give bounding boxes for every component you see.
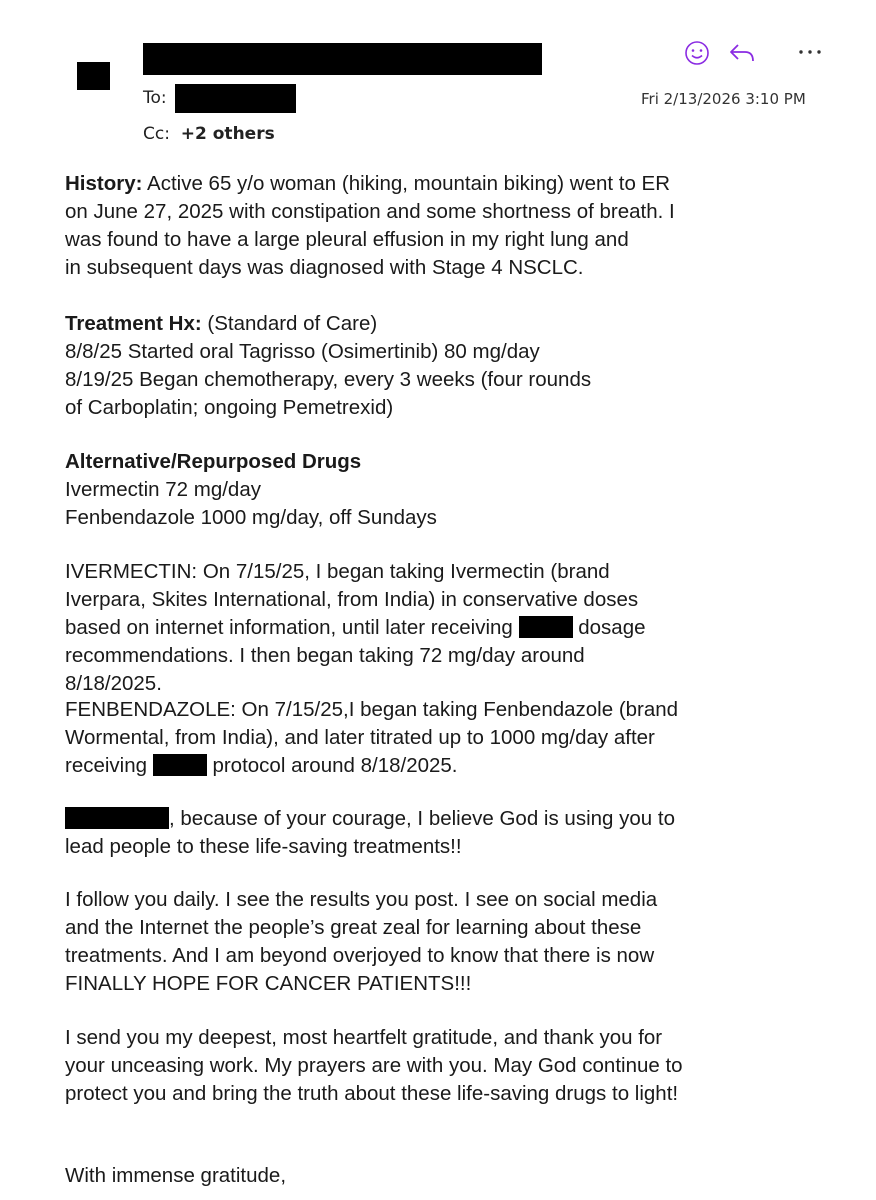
ivermectin-line-5: 8/18/2025. <box>65 672 162 695</box>
alt-line-1: Ivermectin 72 mg/day <box>65 478 261 501</box>
recipient-redaction <box>175 84 296 113</box>
inline-redaction <box>519 616 573 638</box>
ivermectin-line-1: IVERMECTIN: On 7/15/25, I began taking Ivermectin (brand <box>65 560 610 583</box>
alt-line-2: Fenbendazole 1000 mg/day, off Sundays <box>65 506 437 529</box>
more-icon[interactable] <box>796 40 824 69</box>
fenbendazole-line-2: Wormental, from India), and later titrated up to 1000 mg/day after <box>65 726 655 749</box>
history-line-2: on June 27, 2025 with constipation and some shortness of breath. I <box>65 200 675 223</box>
history-line-4: in subsequent days was diagnosed with Stage 4 NSCLC. <box>65 256 584 279</box>
smiley-icon[interactable] <box>684 40 710 71</box>
treatment-line-3: 8/19/25 Began chemotherapy, every 3 weeks (four rounds <box>65 368 592 391</box>
reply-icon[interactable] <box>728 41 756 70</box>
thanks-line-2: your unceasing work. My prayers are with you. May God continue to <box>65 1054 683 1077</box>
cc-row[interactable] <box>143 124 275 144</box>
email-date: Fri 2/13/2026 3:10 PM <box>641 90 806 108</box>
follow-line-1: I follow you daily. I see the results you post. I see on social media <box>65 888 658 911</box>
ivermectin-line-2: Iverpara, Skites International, from India) in conservative doses <box>65 588 639 611</box>
closing-line: With immense gratitude, <box>65 1164 287 1187</box>
follow-line-4: FINALLY HOPE FOR CANCER PATIENTS!!! <box>65 972 472 995</box>
follow-line-3: treatments. And I am beyond overjoyed to know that there is now <box>65 944 655 967</box>
fenbendazole-line-1: FENBENDAZOLE: On 7/15/25,I began taking Fenbendazole (brand <box>65 698 679 721</box>
treatment-line-4: of Carboplatin; ongoing Pemetrexid) <box>65 396 394 419</box>
sender-name-redaction <box>143 43 542 75</box>
follow-line-2: and the Internet the people’s great zeal for learning about these <box>65 916 642 939</box>
history-line-1: History: Active 65 y/o woman (hiking, mountain biking) went to ER <box>65 172 671 195</box>
thanks-line-1: I send you my deepest, most heartfelt gratitude, and thank you for <box>65 1026 663 1049</box>
alt-drugs-heading: Alternative/Repurposed Drugs <box>65 450 362 473</box>
history-line-3: was found to have a large pleural effusion in my right lung and <box>65 228 629 251</box>
ivermectin-line-4: recommendations. I then began taking 72 mg/day around <box>65 644 585 667</box>
inline-redaction <box>153 754 207 776</box>
history-label: History: <box>65 172 143 195</box>
to-label: To: <box>143 88 167 108</box>
addressee-redaction <box>65 807 169 829</box>
cc-others[interactable]: +2 others <box>180 124 275 144</box>
cc-label: Cc: <box>143 124 170 144</box>
sender-avatar-redaction <box>77 62 110 90</box>
treatment-line-2: 8/8/25 Started oral Tagrisso (Osimertinib) 80 mg/day <box>65 340 540 363</box>
fenbendazole-line-3: receiving protocol around 8/18/2025. <box>65 754 458 777</box>
courage-line-1: , because of your courage, I believe God is using you to <box>65 805 675 833</box>
ivermectin-line-3: based on internet information, until later receiving dosage <box>65 616 646 639</box>
treatment-line-1: Treatment Hx: (Standard of Care) <box>65 312 378 335</box>
courage-line-2: lead people to these life-saving treatments!! <box>65 835 462 858</box>
treatment-label: Treatment Hx: <box>65 312 202 335</box>
thanks-line-3: protect you and bring the truth about these life-saving drugs to light! <box>65 1082 679 1105</box>
